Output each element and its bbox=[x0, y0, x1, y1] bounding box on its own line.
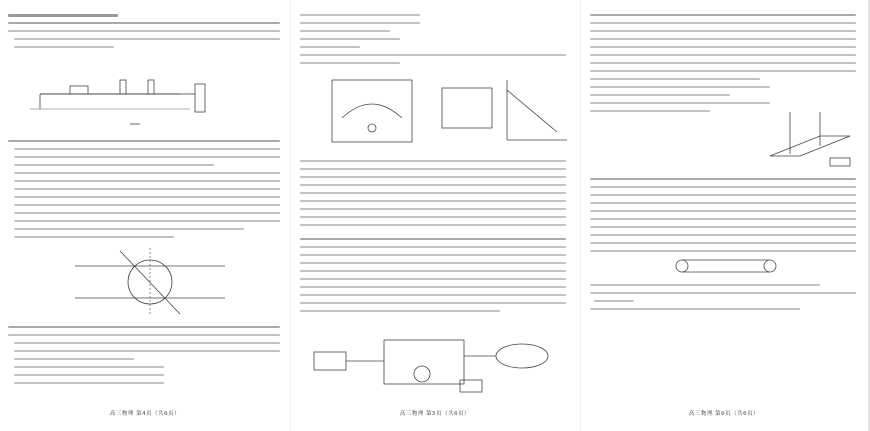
text-line bbox=[8, 326, 280, 328]
text-line bbox=[14, 350, 280, 352]
text-line bbox=[300, 14, 420, 16]
text-line bbox=[590, 78, 760, 80]
page-5-column bbox=[290, 0, 580, 431]
page-footer: 高三物理 第6页（共6页） bbox=[688, 411, 760, 417]
text-line bbox=[590, 86, 770, 88]
text-line bbox=[14, 196, 280, 198]
text-line bbox=[300, 254, 566, 256]
text-line bbox=[590, 54, 856, 56]
text-line bbox=[14, 204, 280, 206]
text-line bbox=[8, 140, 280, 142]
text-line bbox=[300, 192, 566, 194]
text-line bbox=[590, 94, 730, 96]
page-footer: 高三物理 第4页（共6页） bbox=[109, 411, 181, 417]
text-line bbox=[14, 236, 174, 238]
text-line bbox=[590, 226, 856, 228]
text-line bbox=[590, 38, 856, 40]
text-line bbox=[590, 46, 856, 48]
text-line bbox=[590, 30, 856, 32]
text-line bbox=[590, 110, 710, 112]
section-heading-line bbox=[8, 14, 118, 17]
text-line bbox=[300, 286, 566, 288]
figure-magnetic-field-rails bbox=[760, 106, 860, 176]
text-line bbox=[8, 22, 280, 24]
text-line bbox=[14, 212, 280, 214]
text-line bbox=[300, 200, 566, 202]
text-line bbox=[14, 38, 280, 40]
figure-conveyor-belt bbox=[670, 254, 790, 278]
text-line bbox=[590, 62, 856, 64]
text-line bbox=[300, 262, 566, 264]
text-line bbox=[14, 148, 280, 150]
text-line bbox=[8, 334, 280, 336]
text-line bbox=[590, 102, 770, 104]
page-6-column bbox=[580, 0, 868, 431]
text-line bbox=[14, 228, 244, 230]
text-line bbox=[590, 202, 856, 204]
text-line bbox=[300, 54, 566, 56]
text-line bbox=[590, 308, 800, 310]
text-line bbox=[14, 46, 114, 48]
text-line bbox=[590, 292, 856, 294]
text-line bbox=[300, 270, 566, 272]
text-line bbox=[300, 168, 566, 170]
text-line bbox=[300, 238, 566, 240]
text-line bbox=[300, 22, 420, 24]
text-line bbox=[590, 22, 856, 24]
text-line bbox=[590, 242, 856, 244]
text-line bbox=[14, 342, 280, 344]
text-line bbox=[300, 62, 400, 64]
text-line bbox=[594, 300, 634, 302]
text-line bbox=[590, 234, 856, 236]
text-line bbox=[300, 208, 566, 210]
text-line bbox=[590, 218, 856, 220]
page-footer: 高三物理 第5页（共6页） bbox=[399, 411, 471, 417]
text-line bbox=[300, 310, 500, 312]
text-line bbox=[300, 246, 566, 248]
text-line bbox=[14, 382, 164, 384]
text-line bbox=[590, 194, 856, 196]
text-line bbox=[300, 176, 566, 178]
text-line bbox=[300, 46, 360, 48]
figure-air-spring-system bbox=[312, 330, 562, 400]
text-line bbox=[590, 284, 820, 286]
text-line bbox=[590, 178, 856, 180]
text-line bbox=[14, 180, 280, 182]
text-line bbox=[590, 14, 856, 16]
text-line bbox=[300, 184, 566, 186]
text-line bbox=[590, 70, 856, 72]
page-4-column bbox=[0, 0, 290, 431]
text-line bbox=[14, 164, 214, 166]
text-line bbox=[300, 294, 566, 296]
text-line bbox=[300, 30, 390, 32]
text-line bbox=[300, 216, 566, 218]
text-line bbox=[14, 188, 280, 190]
text-line bbox=[300, 278, 566, 280]
text-line bbox=[300, 224, 566, 226]
text-line bbox=[590, 250, 856, 252]
text-line bbox=[14, 358, 134, 360]
text-line bbox=[14, 172, 280, 174]
figure-multimeter-graph bbox=[302, 70, 572, 150]
text-line bbox=[590, 210, 856, 212]
figure-cart-track bbox=[30, 54, 230, 132]
text-line bbox=[14, 374, 164, 376]
text-line bbox=[590, 186, 856, 188]
text-line bbox=[14, 220, 280, 222]
text-line bbox=[300, 160, 566, 162]
figure-glass-block-refraction bbox=[70, 246, 230, 318]
text-line bbox=[300, 38, 400, 40]
text-line bbox=[300, 302, 566, 304]
text-line bbox=[14, 366, 164, 368]
text-line bbox=[14, 156, 280, 158]
text-line bbox=[8, 30, 280, 32]
